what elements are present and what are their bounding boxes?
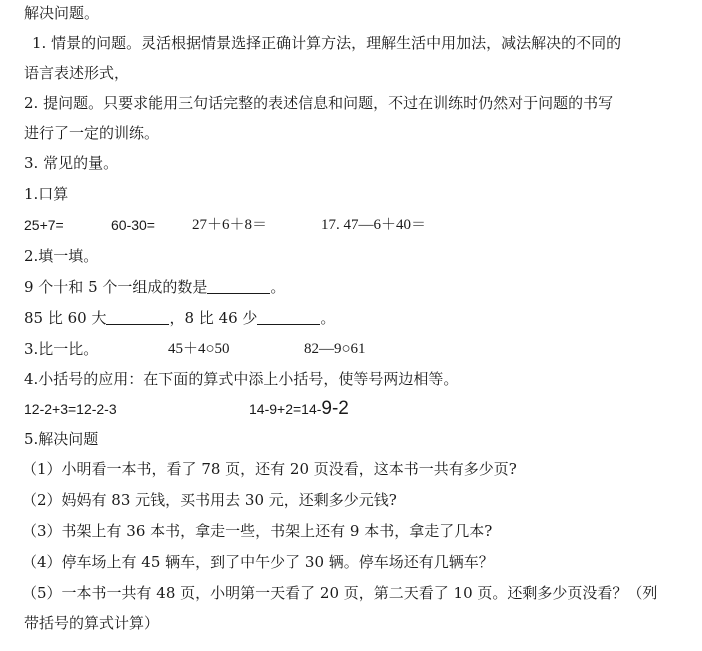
word-problem: （5）一本书一共有 48 页，小明第一天看了 20 页，第二天看了 10 页。还剩多少页没看？（列 <box>22 584 658 602</box>
word-problem: （1）小明看一本书，看了 78 页，还有 20 页没看，这本书一共有多少页? <box>22 460 517 478</box>
point3: 3. 常见的量。 <box>24 154 119 172</box>
word-problem: （3）书架上有 36 本书，拿走一些，书架上还有 9 本书，拿走了几本? <box>22 522 493 540</box>
fill-q2-part1: 85 比 60 大 <box>24 309 107 327</box>
mental-math-item: 27＋6＋8＝ <box>192 217 268 233</box>
parentheses-equation-1: 12-2+3=12-2-3 <box>24 401 117 417</box>
point2-line1: 2. 提问题。只要求能用三句话完整的表述信息和问题，不过在训练时仍然对于问题的书写 <box>24 94 614 112</box>
fill-q2-end: 。 <box>320 309 336 327</box>
answer-blank[interactable] <box>207 278 270 294</box>
word-problem: （4）停车场上有 45 辆车，到了中午少了 30 辆。停车场还有几辆车？ <box>22 553 494 571</box>
section4-title: 4.小括号的应用：在下面的算式中添上小括号，使等号两边相等。 <box>24 370 459 388</box>
section5-title: 5.解决问题 <box>24 430 99 448</box>
compare-item: 82—9○61 <box>304 341 366 357</box>
answer-blank[interactable] <box>257 309 320 325</box>
point1-line2: 语言表述形式， <box>24 64 130 82</box>
eq2-suffix: 9-2 <box>321 398 349 419</box>
fill-q1-text: 9 个十和 5 个一组成的数是 <box>24 278 208 296</box>
eq2-prefix: 14-9+2=14- <box>249 401 322 417</box>
point2-line2: 进行了一定的训练。 <box>24 124 160 142</box>
section3-title: 3.比一比。 <box>24 340 99 358</box>
section2-title: 2.填一填。 <box>24 247 99 265</box>
mental-math-item: 60-30= <box>111 217 155 233</box>
fill-question-2 <box>24 307 335 337</box>
parentheses-equation-2 <box>249 398 349 428</box>
mental-math-item: 17. 47—6＋40＝ <box>321 217 427 233</box>
word-problem-continuation: 带括号的算式计算） <box>24 614 160 632</box>
section1-title: 1.口算 <box>24 185 69 203</box>
point1-line1: 1. 情景的问题。灵活根据情景选择正确计算方法，理解生活中用加法，减法解决的不同的 <box>32 34 622 52</box>
fill-q1-end: 。 <box>270 278 286 296</box>
mental-math-item: 25+7= <box>24 217 64 233</box>
word-problem: （2）妈妈有 83 元钱，买书用去 30 元，还剩多少元钱? <box>22 491 397 509</box>
compare-item: 45＋4○50 <box>168 341 230 357</box>
fill-question-1 <box>24 276 285 306</box>
answer-blank[interactable] <box>106 309 169 325</box>
fill-q2-mid: ，8 比 46 少 <box>169 309 258 327</box>
intro-heading: 解决问题。 <box>24 4 100 22</box>
